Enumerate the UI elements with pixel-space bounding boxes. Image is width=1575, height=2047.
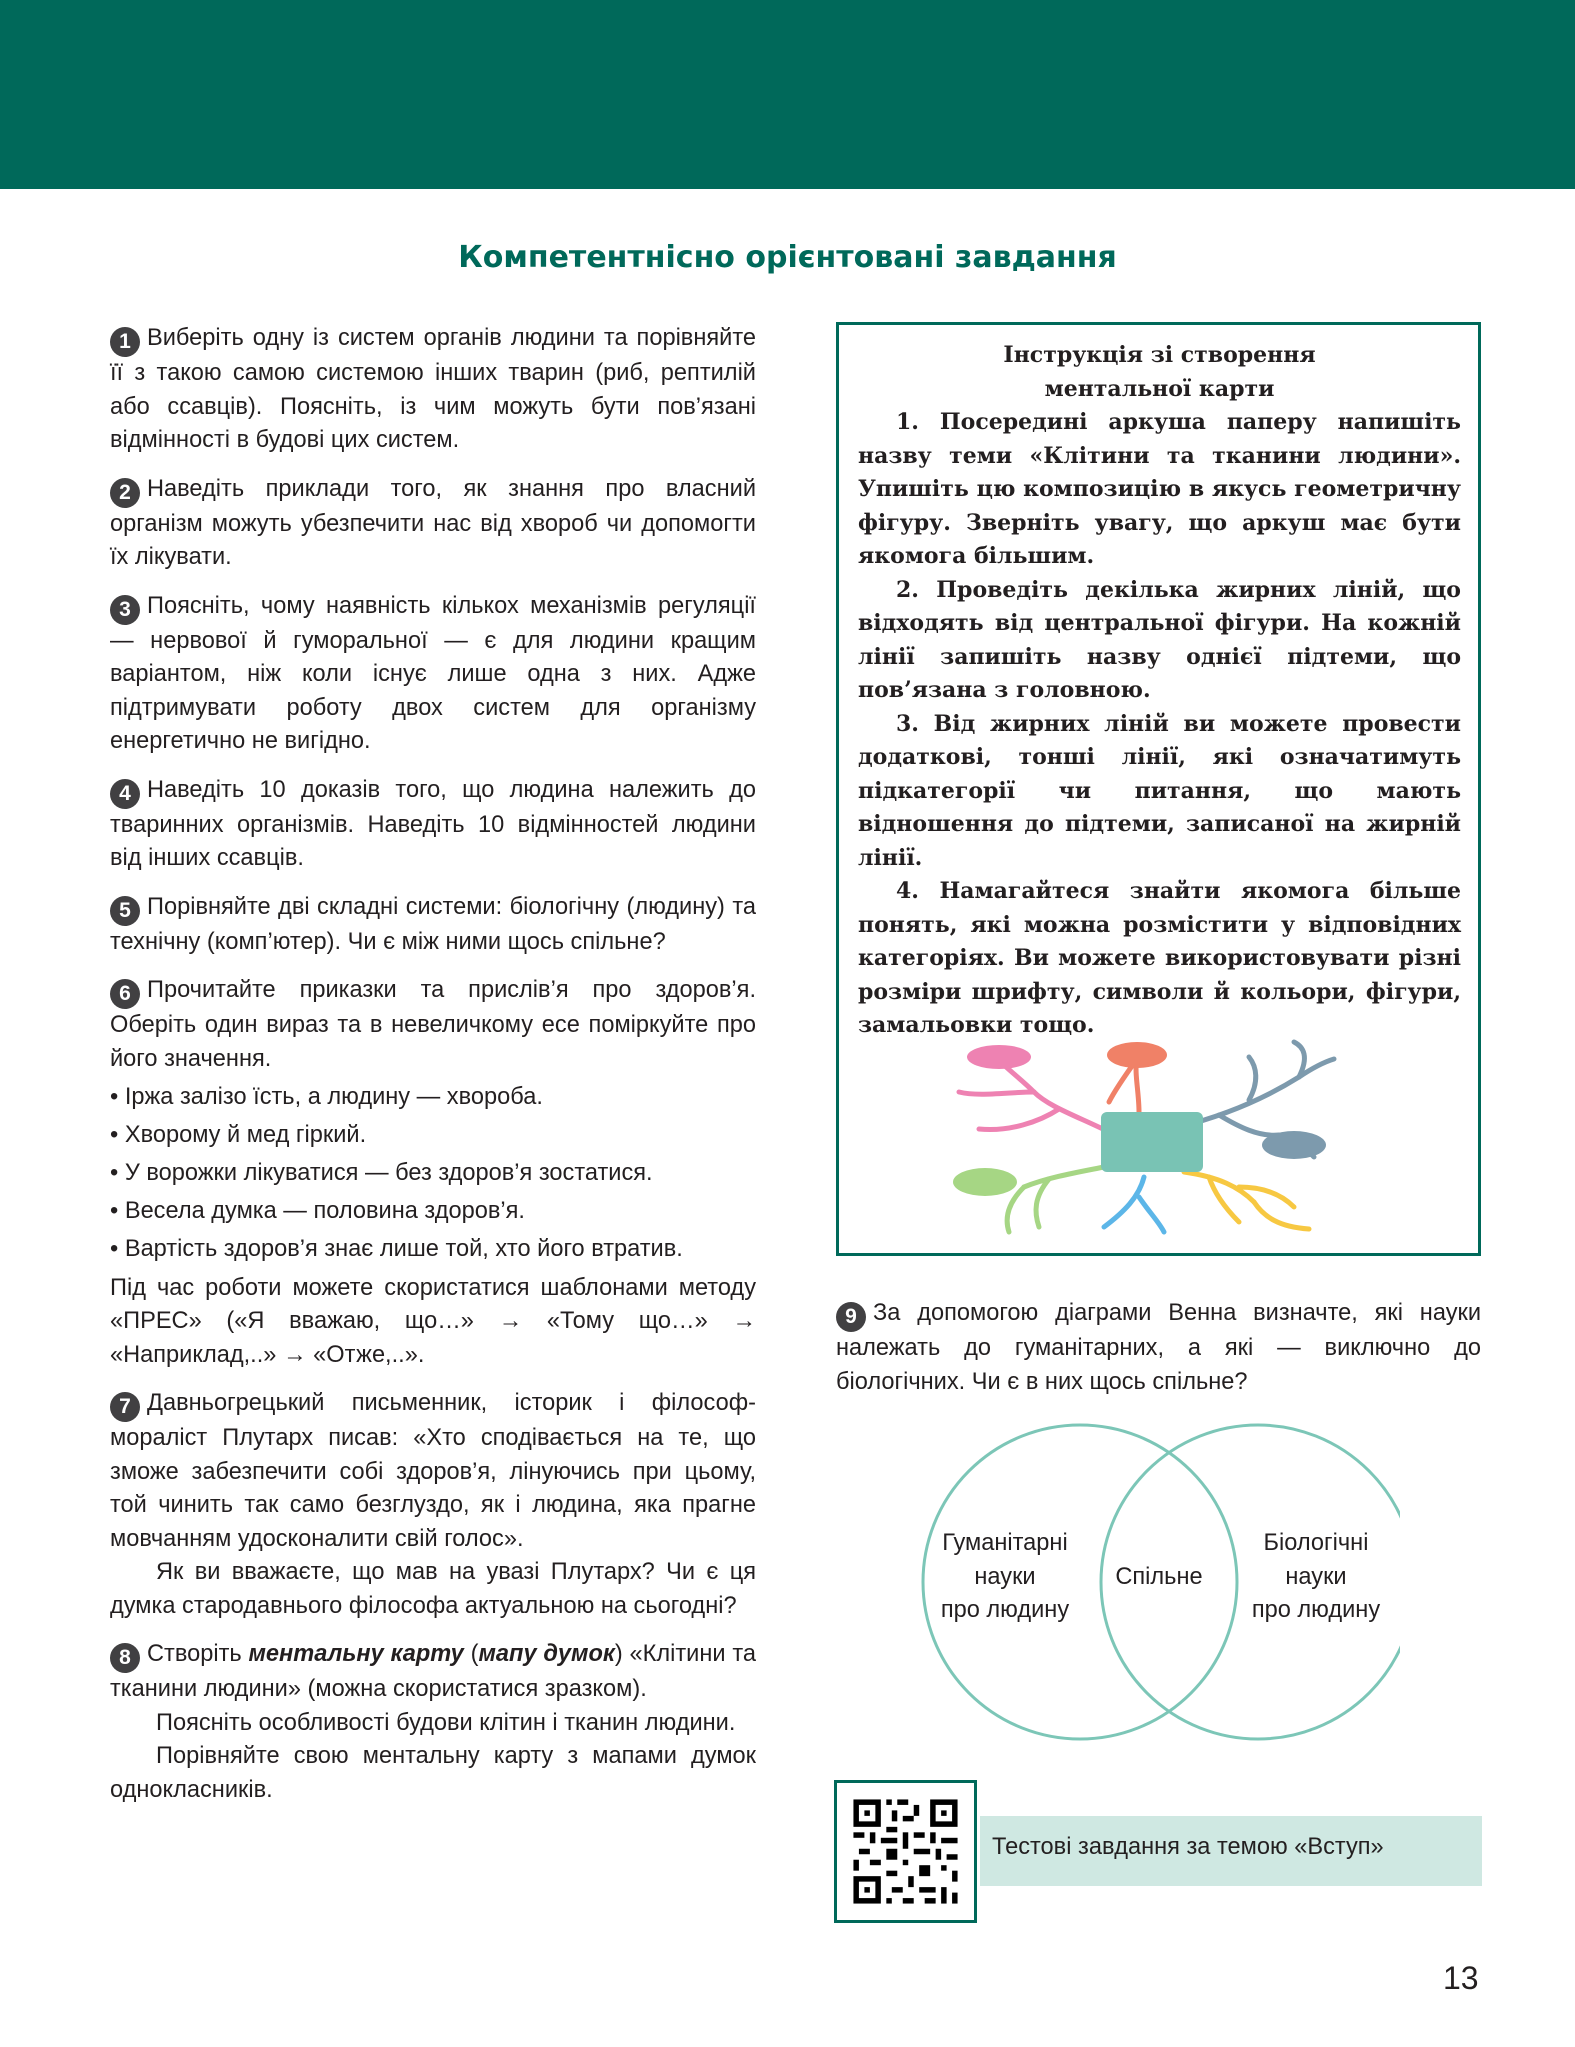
venn-label-humanities [920,1527,1090,1628]
task-text: Наведіть приклади того, як знання про власний організм можуть убезпечити нас від хвороб чи допомогти їх лікувати. [110,475,756,570]
task-text: Давньогрецький письменник, історик і філософ-мораліст Плутарх писав: «Хто сподівається на те, що зможе забезпечити собі здоров’я, лінуючись при цьому, той чинить так само безглуздо, як і людина, яка прагне мовчанням удосконалити свій голос». [110,1390,756,1552]
task-text: Створіть [147,1641,249,1667]
task-text: За допомогою діаграми Венна визначте, які науки належать до гуманітарних, а які — виключно до біологічних. Чи є в них щось спільне? [836,1300,1481,1395]
venn-label-line: науки [1285,1563,1347,1590]
task-paragraph: Порівняйте свою ментальну карту з мапами думок однокласників. [110,1743,756,1803]
instruction-step: 3. Від жирних ліній ви можете провести додаткові, тонші лінії, які означатимуть підкатегорії чи питання, що мають відношення до підтеми, записаної на жирній лінії. [858,710,1461,871]
instruction-step: 1. Посередині аркуша паперу напишіть назву теми «Клітини та тканини людини». Упишіть цю композицію в якусь геометричну фігуру. Зверніть увагу, що аркуш має бути якомога більшим. [858,409,1461,569]
instruction-title: ментальної карти [1044,375,1275,402]
task-number-badge: 5 [110,896,140,926]
task-3 [110,590,756,759]
task-number-badge: 6 [110,979,140,1009]
task-6 [110,974,756,1372]
task-text: Прочитайте приказки та прислів’я про здоров’я. Оберіть один вираз та в невеличкому есе поміркуйте про його значення. [110,977,756,1072]
section-title: Компетентнісно орієнтовані завдання [458,240,1117,275]
task-number-badge: 8 [110,1643,140,1673]
venn-label-line: про людину [940,1597,1070,1623]
method-note: Під час роботи можете скористатися шаблонами методу «ПРЕС» («Я вважаю, що…» → «Тому що…» → «Наприклад,..» → «Отже,..». [110,1274,756,1368]
task-number-badge: 3 [110,595,140,625]
task-number-badge: 7 [110,1392,140,1422]
task-4 [110,774,756,876]
task-number-badge: 4 [110,779,140,809]
header-band [0,0,1575,189]
qr-code[interactable] [834,1780,977,1923]
instruction-title: Інструкція зі створення [1003,342,1316,368]
sayings-list [110,1081,756,1267]
venn-label-line: Біологічні [1263,1530,1369,1556]
page-number: 13 [1443,1960,1479,1996]
task-text: Виберіть одну із систем органів людини та порівняйте її з такою самою системою інших тварин (риб, рептилій або ссавців). Поясніть, із чим можуть бути пов’язані відмінності в будові цих систем. [110,325,756,453]
saying-item: • Весела думка — половина здоров’я. [110,1195,756,1229]
saying-item: • Іржа залізо їсть, а людину — хвороба. [110,1081,756,1115]
mindmap-illustration [939,1037,1369,1237]
venn-label-line: науки [974,1563,1036,1590]
saying-item: • У ворожки лікуватися — без здоров’я зостатися. [110,1157,756,1191]
task-8 [110,1638,756,1807]
task-number-badge: 9 [836,1302,866,1332]
task-number-badge: 2 [110,478,140,508]
task-9 [836,1297,1481,1399]
task-text: Наведіть 10 доказів того, що людина належить до тваринних організмів. Наведіть 10 відмінностей людини від інших ссавців. [110,776,756,871]
task-question: Як ви вважаєте, що мав на увазі Плутарх? Чи є ця думка стародавнього філософа актуальною на сьогодні? [110,1559,756,1619]
qr-code-icon [837,1783,974,1920]
venn-label-line: Гуманітарні [942,1530,1068,1556]
task-text: Порівняйте дві складні системи: біологічну (людину) та технічну (комп’ютер). Чи є між ними щось спільне? [110,893,756,955]
task-text: Поясніть, чому наявність кількох механізмів регуляції — нервової й гуморальної — є для людини кращим варіантом, ніж коли існує лише одна з них. Адже підтримувати роботу двох систем для організму енергетично не вигідно. [110,592,756,754]
task-1 [110,322,756,458]
instruction-text [858,339,1461,1043]
instruction-box [836,322,1481,1256]
task-7 [110,1387,756,1623]
saying-item: • Хворому й мед гіркий. [110,1119,756,1153]
saying-item: • Вартість здоров’я знає лише той, хто його втратив. [110,1233,756,1267]
venn-label-line: про людину [1251,1597,1381,1623]
task-paragraph: Поясніть особливості будови клітин і тканин людини. [156,1709,736,1736]
instruction-step: 2. Проведіть декілька жирних ліній, що відходять від центральної фігури. На кожній лінії запишіть назву однієї підтеми, що пов’язана з головною. [858,576,1461,703]
tasks-left-column [110,322,756,1822]
emphasis-term: ментальну карту [248,1641,464,1667]
instruction-step: 4. Намагайтеся знайти якомога більше понять, які можна розмістити у відповідних категоріях. Ви можете використовувати різні розміри шрифту, символи й кольори, фігури, замальовки тощо. [858,878,1461,1038]
task-number-badge: 1 [110,327,140,357]
venn-diagram [920,1422,1400,1742]
task-text: ( [463,1641,479,1667]
venn-label-biology [1231,1527,1401,1628]
emphasis-term: мапу думок [478,1641,615,1667]
test-tasks-link[interactable] [980,1816,1482,1886]
test-tasks-label: Тестові завдання за темою «Вступ» [992,1834,1384,1860]
task-5 [110,891,756,960]
venn-label-common: Спільне [1115,1564,1203,1590]
task-2 [110,473,756,575]
task-text: ) «Клітини та тканини людини» (можна скористатися зразком). [110,1641,757,1702]
